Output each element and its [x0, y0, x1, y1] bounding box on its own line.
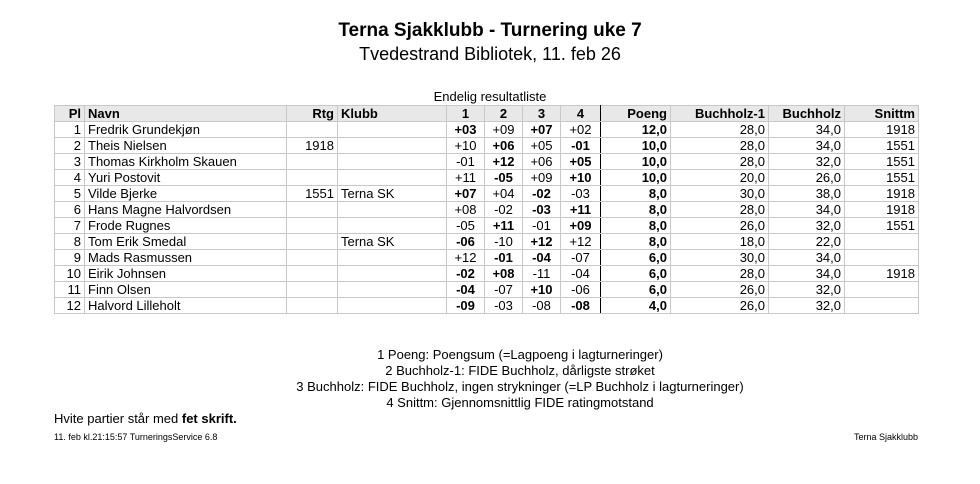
cell-round-2: +11	[485, 218, 523, 234]
cell-buchholz: 34,0	[769, 266, 845, 282]
cell-rtg: 1551	[287, 186, 338, 202]
cell-snittm: 1918	[845, 122, 919, 138]
cell-pl: 6	[55, 202, 85, 218]
cell-name: Fredrik Grundekjøn	[85, 122, 287, 138]
cell-buchholz: 34,0	[769, 122, 845, 138]
cell-rtg	[287, 250, 338, 266]
cell-round-4: +10	[561, 170, 601, 186]
cell-snittm: 1918	[845, 186, 919, 202]
table-row	[55, 234, 919, 250]
page-title: Terna Sjakklubb - Turnering uke 7	[338, 20, 642, 41]
cell-buchholz-1: 28,0	[671, 202, 769, 218]
cell-pl: 11	[55, 282, 85, 298]
cell-round-3: -02	[523, 186, 561, 202]
cell-pl: 1	[55, 122, 85, 138]
cell-snittm: 1551	[845, 170, 919, 186]
cell-club	[338, 170, 447, 186]
table-row	[55, 202, 919, 218]
table-row	[55, 282, 919, 298]
cell-round-1: -04	[447, 282, 485, 298]
cell-buchholz: 34,0	[769, 250, 845, 266]
cell-round-3: -03	[523, 202, 561, 218]
cell-poeng: 8,0	[601, 218, 671, 234]
cell-club: Terna SK	[338, 234, 447, 250]
cell-club	[338, 138, 447, 154]
cell-buchholz-1: 26,0	[671, 298, 769, 314]
cell-snittm: 1551	[845, 218, 919, 234]
cell-poeng: 8,0	[601, 234, 671, 250]
cell-round-1: -06	[447, 234, 485, 250]
cell-snittm	[845, 250, 919, 266]
cell-round-2: +09	[485, 122, 523, 138]
cell-buchholz: 26,0	[769, 170, 845, 186]
cell-round-1: -05	[447, 218, 485, 234]
cell-round-2: -10	[485, 234, 523, 250]
cell-buchholz-1: 18,0	[671, 234, 769, 250]
cell-club	[338, 282, 447, 298]
cell-round-1: -02	[447, 266, 485, 282]
cell-rtg	[287, 154, 338, 170]
cell-rtg	[287, 234, 338, 250]
cell-poeng: 10,0	[601, 154, 671, 170]
cell-club	[338, 122, 447, 138]
cell-name: Hans Magne Halvordsen	[85, 202, 287, 218]
cell-round-4: -07	[561, 250, 601, 266]
column-header-pl: Pl	[55, 106, 85, 122]
cell-buchholz-1: 30,0	[671, 250, 769, 266]
cell-round-4: +12	[561, 234, 601, 250]
note-poeng: 1 Poeng: Poengsum (=Lagpoeng i lagturneringer)	[377, 347, 663, 362]
cell-round-4: +02	[561, 122, 601, 138]
cell-buchholz-1: 26,0	[671, 282, 769, 298]
cell-buchholz: 34,0	[769, 138, 845, 154]
results-table-body	[55, 122, 919, 314]
table-row	[55, 170, 919, 186]
cell-snittm: 1918	[845, 266, 919, 282]
cell-buchholz-1: 28,0	[671, 122, 769, 138]
cell-pl: 5	[55, 186, 85, 202]
footer-timestamp: 11. feb kl.21:15:57 TurneringsService 6.8	[54, 432, 218, 442]
cell-round-3: +09	[523, 170, 561, 186]
cell-buchholz-1: 28,0	[671, 266, 769, 282]
table-header-row	[55, 106, 919, 122]
cell-name: Tom Erik Smedal	[85, 234, 287, 250]
cell-round-1: +03	[447, 122, 485, 138]
cell-name: Vilde Bjerke	[85, 186, 287, 202]
table-row	[55, 154, 919, 170]
cell-pl: 2	[55, 138, 85, 154]
column-header-snittm: Snittm	[845, 106, 919, 122]
cell-name: Thomas Kirkholm Skauen	[85, 154, 287, 170]
cell-round-2: +12	[485, 154, 523, 170]
column-header-round-1: 1	[447, 106, 485, 122]
white-games-note	[54, 411, 237, 427]
cell-poeng: 12,0	[601, 122, 671, 138]
table-row	[55, 138, 919, 154]
cell-poeng: 10,0	[601, 138, 671, 154]
cell-snittm: 1918	[845, 202, 919, 218]
cell-pl: 7	[55, 218, 85, 234]
cell-poeng: 4,0	[601, 298, 671, 314]
cell-round-2: +04	[485, 186, 523, 202]
cell-snittm	[845, 298, 919, 314]
results-list-title: Endelig resultatliste	[433, 89, 547, 104]
cell-round-3: -11	[523, 266, 561, 282]
column-notes	[0, 347, 980, 411]
cell-pl: 8	[55, 234, 85, 250]
note-buchholz-1: 2 Buchholz-1: FIDE Buchholz, dårligste strøket	[385, 363, 655, 378]
cell-snittm: 1551	[845, 138, 919, 154]
column-header-poeng: Poeng	[601, 106, 671, 122]
cell-rtg	[287, 298, 338, 314]
table-row	[55, 298, 919, 314]
cell-snittm	[845, 234, 919, 250]
cell-poeng: 6,0	[601, 282, 671, 298]
column-header-klubb: Klubb	[338, 106, 447, 122]
cell-club	[338, 218, 447, 234]
cell-snittm	[845, 282, 919, 298]
cell-rtg	[287, 170, 338, 186]
cell-round-2: +08	[485, 266, 523, 282]
cell-round-2: -05	[485, 170, 523, 186]
cell-rtg	[287, 266, 338, 282]
cell-club	[338, 250, 447, 266]
cell-round-1: +11	[447, 170, 485, 186]
column-header-navn: Navn	[85, 106, 287, 122]
cell-round-3: +12	[523, 234, 561, 250]
cell-round-1: +08	[447, 202, 485, 218]
cell-buchholz: 34,0	[769, 202, 845, 218]
cell-buchholz-1: 30,0	[671, 186, 769, 202]
white-games-note-bold: fet skrift.	[181, 411, 237, 426]
cell-round-2: +06	[485, 138, 523, 154]
cell-pl: 12	[55, 298, 85, 314]
note-buchholz: 3 Buchholz: FIDE Buchholz, ingen strykninger (=LP Buchholz i lagturneringer)	[296, 379, 744, 394]
cell-round-2: -02	[485, 202, 523, 218]
cell-round-4: +05	[561, 154, 601, 170]
cell-round-1: +12	[447, 250, 485, 266]
cell-poeng: 8,0	[601, 202, 671, 218]
cell-round-1: +10	[447, 138, 485, 154]
cell-round-1: +07	[447, 186, 485, 202]
column-header-buchholz: Buchholz	[769, 106, 845, 122]
cell-snittm: 1551	[845, 154, 919, 170]
table-row	[55, 250, 919, 266]
cell-name: Theis Nielsen	[85, 138, 287, 154]
cell-name: Halvord Lilleholt	[85, 298, 287, 314]
cell-round-4: +09	[561, 218, 601, 234]
cell-buchholz-1: 28,0	[671, 138, 769, 154]
cell-round-4: -08	[561, 298, 601, 314]
cell-buchholz: 32,0	[769, 282, 845, 298]
cell-club: Terna SK	[338, 186, 447, 202]
cell-buchholz-1: 28,0	[671, 154, 769, 170]
cell-round-3: -08	[523, 298, 561, 314]
cell-round-3: -04	[523, 250, 561, 266]
cell-buchholz: 32,0	[769, 298, 845, 314]
cell-pl: 10	[55, 266, 85, 282]
column-header-round-3: 3	[523, 106, 561, 122]
cell-round-3: +07	[523, 122, 561, 138]
cell-name: Yuri Postovit	[85, 170, 287, 186]
cell-pl: 9	[55, 250, 85, 266]
cell-rtg	[287, 282, 338, 298]
note-snittm: 4 Snittm: Gjennomsnittlig FIDE ratingmotstand	[386, 395, 654, 410]
cell-round-2: -01	[485, 250, 523, 266]
cell-round-2: -03	[485, 298, 523, 314]
cell-round-4: -01	[561, 138, 601, 154]
cell-club	[338, 154, 447, 170]
cell-round-2: -07	[485, 282, 523, 298]
cell-pl: 4	[55, 170, 85, 186]
column-header-rtg: Rtg	[287, 106, 338, 122]
cell-buchholz: 22,0	[769, 234, 845, 250]
cell-name: Frode Rugnes	[85, 218, 287, 234]
cell-round-3: -01	[523, 218, 561, 234]
cell-rtg: 1918	[287, 138, 338, 154]
cell-round-4: -03	[561, 186, 601, 202]
cell-round-4: -06	[561, 282, 601, 298]
cell-round-1: -09	[447, 298, 485, 314]
cell-round-3: +06	[523, 154, 561, 170]
table-row	[55, 122, 919, 138]
cell-name: Mads Rasmussen	[85, 250, 287, 266]
cell-round-4: +11	[561, 202, 601, 218]
cell-rtg	[287, 218, 338, 234]
column-header-round-4: 4	[561, 106, 601, 122]
cell-poeng: 6,0	[601, 266, 671, 282]
footer-club: Terna Sjakklubb	[853, 432, 918, 442]
table-row	[55, 266, 919, 282]
cell-poeng: 10,0	[601, 170, 671, 186]
cell-club	[338, 202, 447, 218]
cell-club	[338, 298, 447, 314]
cell-rtg	[287, 122, 338, 138]
cell-buchholz-1: 26,0	[671, 218, 769, 234]
cell-name: Finn Olsen	[85, 282, 287, 298]
cell-buchholz: 38,0	[769, 186, 845, 202]
cell-buchholz: 32,0	[769, 218, 845, 234]
cell-name: Eirik Johnsen	[85, 266, 287, 282]
cell-round-4: -04	[561, 266, 601, 282]
table-row	[55, 186, 919, 202]
cell-club	[338, 266, 447, 282]
column-header-round-2: 2	[485, 106, 523, 122]
cell-buchholz-1: 20,0	[671, 170, 769, 186]
cell-poeng: 8,0	[601, 186, 671, 202]
cell-round-1: -01	[447, 154, 485, 170]
results-table	[54, 105, 919, 314]
column-header-buchholz-1: Buchholz-1	[671, 106, 769, 122]
page-subtitle: Tvedestrand Bibliotek, 11. feb 26	[359, 44, 621, 64]
cell-pl: 3	[55, 154, 85, 170]
white-games-note-text: Hvite partier står med	[54, 411, 182, 426]
cell-buchholz: 32,0	[769, 154, 845, 170]
cell-round-3: +05	[523, 138, 561, 154]
cell-rtg	[287, 202, 338, 218]
cell-poeng: 6,0	[601, 250, 671, 266]
table-row	[55, 218, 919, 234]
cell-round-3: +10	[523, 282, 561, 298]
